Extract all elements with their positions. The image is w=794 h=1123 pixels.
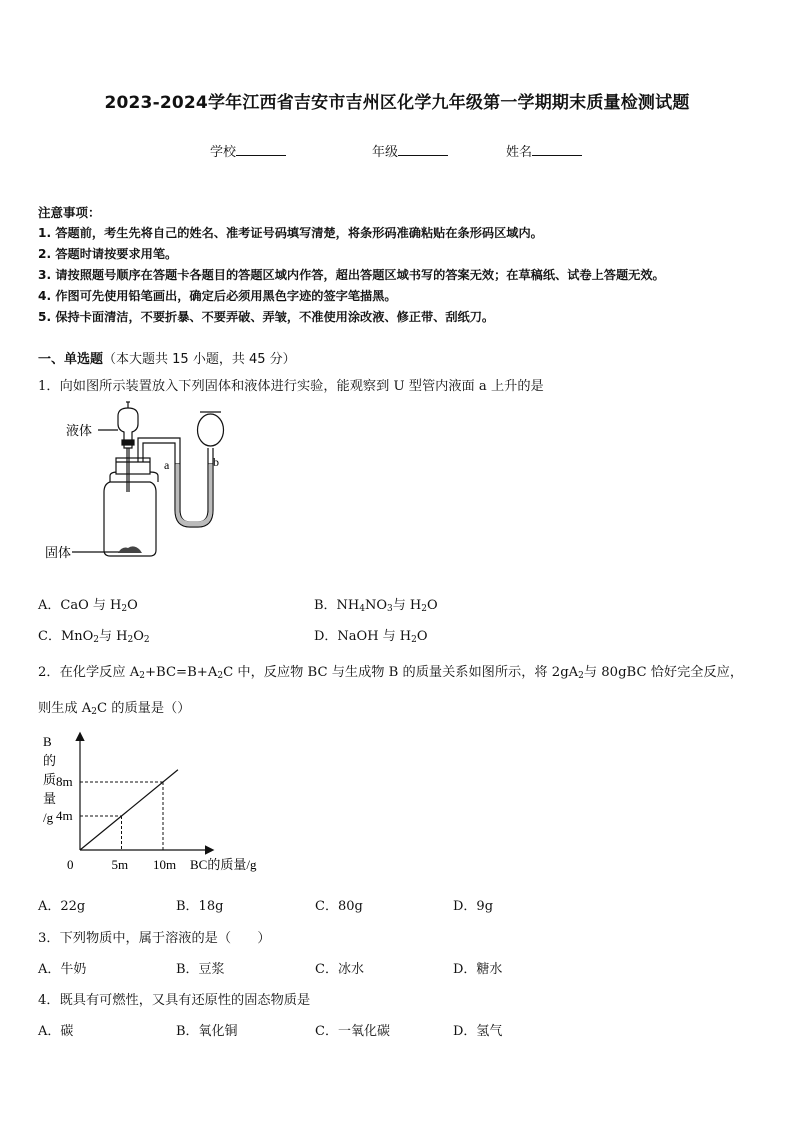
option-text: O [133, 629, 144, 644]
q4-option-c[interactable]: C．一氧化碳 [315, 1024, 390, 1039]
section-title: 一、单选题 [38, 352, 104, 367]
option-text: O [416, 629, 428, 644]
question-text: +BC=B+A [144, 665, 218, 680]
q1-option-d[interactable] [314, 625, 428, 645]
y-label-line: 质 [43, 772, 57, 787]
x-axis-title: BC的质量/g [190, 857, 257, 872]
section-heading [38, 348, 296, 367]
question-1-text: 1．向如图所示装置放入下列固体和液体进行实验，能观察到 U 型管内液面 a 上升的是 [38, 379, 544, 394]
subscript: 2 [143, 635, 150, 645]
subscript: 2 [121, 604, 128, 614]
q3-option-d[interactable]: D．糖水 [453, 962, 503, 977]
note-item: 2. 答题时请按要求用笔。 [38, 247, 178, 261]
label-b: b [213, 455, 219, 469]
option-text: NO [365, 598, 388, 613]
option-text: 与 H [99, 629, 128, 644]
option-text: A．CaO 与 H [38, 598, 122, 613]
option-text: 与 H [392, 598, 422, 613]
mass-relation-chart [36, 728, 286, 878]
label-liquid: 液体 [66, 423, 93, 438]
x-tick-label: 10m [153, 857, 177, 872]
subscript: 2 [411, 635, 417, 645]
q4-option-d[interactable]: D．氢气 [453, 1024, 503, 1039]
question-2-line-1 [38, 661, 743, 681]
delivery-tube [138, 438, 208, 522]
origin-label: 0 [67, 857, 74, 872]
stopper [116, 458, 150, 474]
school-blank [236, 143, 286, 156]
y-tick-label: 8m [56, 774, 73, 789]
q3-option-b[interactable]: B．豆浆 [176, 962, 225, 977]
q2-option-a[interactable]: A．22g [38, 899, 86, 914]
q3-option-c[interactable]: C．冰水 [315, 962, 364, 977]
note-item: 5. 保持卡面清洁，不要折暴、不要弄破、弄皱，不准使用涂改液、修正带、刮纸刀。 [38, 310, 495, 324]
grade-blank [398, 143, 448, 156]
subscript: 2 [217, 671, 224, 681]
name-label: 姓名 [506, 145, 533, 160]
subscript: 2 [127, 635, 134, 645]
question-text: 与 80gBC 恰好完全反应， [583, 665, 744, 680]
q4-option-b[interactable]: B．氧化铜 [176, 1024, 238, 1039]
note-item: 4. 作图可先使用铅笔画出，确定后必须用黑色字迹的签字笔描黑。 [38, 289, 397, 303]
apparatus-figure [40, 400, 240, 570]
note-item: 3. 请按照题号顺序在答题卡各题目的答题区域内作答，超出答题区域书写的答案无效；在草稿纸、试卷上答题无效。 [38, 268, 665, 282]
subscript: 3 [387, 604, 393, 614]
section-detail: （本大题共 15 小题，共 45 分） [103, 352, 296, 367]
q1-option-b[interactable] [314, 594, 438, 614]
question-text: 则生成 A [38, 701, 92, 716]
q2-option-d[interactable]: D．9g [453, 899, 494, 914]
option-text: D．NaOH 与 H [314, 629, 412, 644]
subscript: 2 [578, 671, 584, 681]
note-item: 1. 答题前，考生先将自己的姓名、准考证号码填写清楚，将条形码准确粘贴在条形码区域内。 [38, 226, 543, 240]
y-label-line: B [43, 734, 52, 749]
school-field [210, 141, 286, 160]
solid-pile [118, 546, 142, 553]
y-tick-label: 4m [56, 808, 73, 823]
bulb [198, 414, 224, 446]
q1-option-a[interactable] [38, 594, 138, 614]
funnel-stopcock [122, 440, 134, 445]
subscript: 2 [139, 671, 145, 681]
grade-label: 年级 [372, 145, 399, 160]
subscript: 4 [359, 604, 365, 614]
x-tick-label: 5m [111, 857, 129, 872]
name-blank [532, 143, 582, 156]
bottle-body [104, 482, 156, 556]
q3-option-a[interactable]: A．牛奶 [38, 962, 87, 977]
q2-option-b[interactable]: B．18g [176, 899, 224, 914]
q2-option-c[interactable]: C．80g [315, 899, 363, 914]
name-field [506, 141, 582, 160]
y-label-line: 量 [43, 791, 57, 806]
notes-heading: 注意事项： [38, 205, 101, 220]
question-2-line-2 [38, 697, 190, 717]
label-solid: 固体 [45, 545, 72, 560]
subscript: 2 [93, 635, 100, 645]
option-text: O [127, 598, 138, 613]
question-3-text: 3．下列物质中，属于溶液的是（ ） [38, 931, 271, 946]
question-4-text: 4．既具有可燃性，又具有还原性的固态物质是 [38, 993, 311, 1008]
q1-option-c[interactable] [38, 625, 150, 645]
y-label-line: /g [43, 810, 54, 825]
subscript: 2 [421, 604, 427, 614]
option-text: B．NH [314, 598, 360, 613]
option-text: O [427, 598, 438, 613]
school-label: 学校 [210, 145, 237, 160]
question-text: C 的质量是（） [97, 701, 191, 716]
page-title: 2023-2024学年江西省吉安市吉州区化学九年级第一学期期末质量检测试题 [104, 93, 690, 113]
y-label-line: 的 [43, 753, 57, 768]
grade-field [372, 141, 448, 160]
option-text: C．MnO [38, 629, 94, 644]
subscript: 2 [91, 707, 98, 717]
label-a: a [164, 458, 170, 472]
q4-option-a[interactable]: A．碳 [38, 1024, 74, 1039]
question-text: 2．在化学反应 A [38, 665, 140, 680]
question-text: C 中，反应物 BC 与生成物 B 的质量关系如图所示，将 2gA [223, 665, 579, 680]
